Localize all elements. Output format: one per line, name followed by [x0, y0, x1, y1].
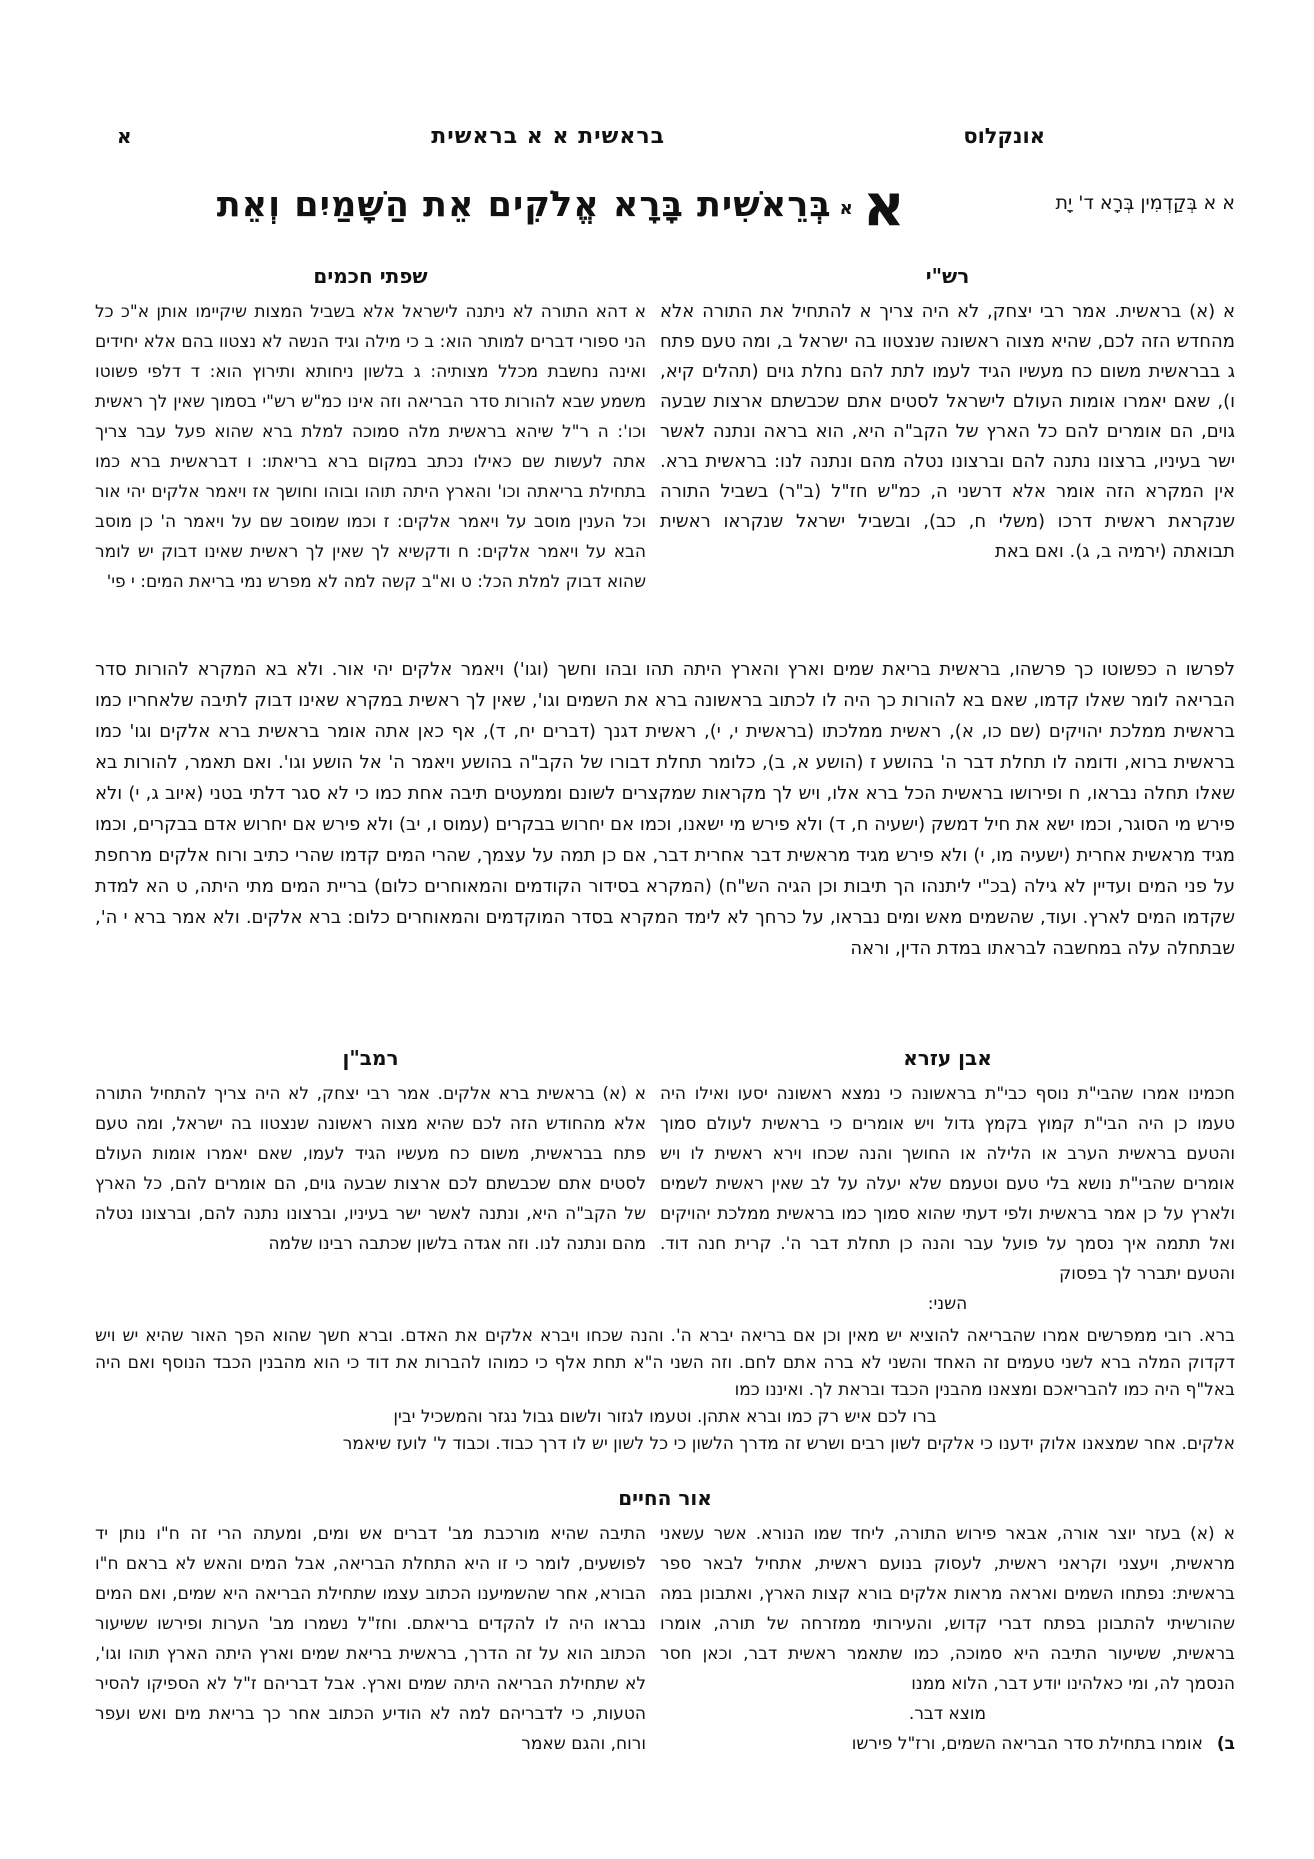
- siftei-chachamim-text: א דהא התורה לא ניתנה לישראל אלא בשביל המצות שיקיימו אותן א"כ כל הני ספורי דברים למותר הוא: ב כי מילה וגיד הנשה לא נצטוו בהם אלא יחידים ואינה נחשבת מכלל מצותיה: ג בלשון ניחותא ותירוץ הוא: ד דלפי פשוטו משמע שבא להורות סדר הבריאה וזה אינו כמ"ש רש"י בסמוך שאין לך ראשית וכו': ה ר"ל שיהא בראשית מלה סמוכה למלת ברא שהוא פעל עבר צריך אתה לעשות שם כאילו נכתב במקום ברא בריאתו: ו דבראשית ברא כמו בתחילת בריאתה וכו' והארץ היתה תוהו ובוהו וחושך אז ויאמר אלקים יהי אור וכל הענין מוסב על ויאמר אלקים: ז וכמו שמוסב שם על ויאמר ה' כן מוסב הבא על ויאמר אלקים: ח ודקשיא לך שאין לך ראשית שאינו דבוק יש לומר שהוא דבוק למלת הכל: ט וא"ב קשה למה לא מפרש נמי בריאת המים: י פי': [95, 302, 646, 592]
- verse-number-letter: א: [839, 198, 853, 219]
- ibn-ezra-text-last-line: השני:: [927, 1294, 968, 1314]
- verse-row: [95, 171, 1235, 250]
- rashi-siftei-section: [95, 264, 1235, 650]
- siftei-chachamim-column: [95, 264, 646, 650]
- ohr-hachaim-centered-line: מוצא דבר.: [908, 1704, 987, 1724]
- siftei-chachamim-title: שפתי חכמים: [313, 264, 428, 288]
- ramban-column: [95, 1046, 646, 1319]
- chapter-letter: א: [862, 171, 905, 239]
- onkelos-translation: א א בְּקַדְמִין בְּרָא ד' יָת: [1055, 192, 1235, 214]
- ohr-hachaim-title: אור החיים: [618, 1486, 712, 1510]
- ibn-ezra-elokim-paragraph: אלקים. אחר שמצאנו אלוק ידענו כי אלקים לשון רבים ושרש זה מדרך הלשון כי כל לשון יש לו דרך כבוד. וכבוד ל' לועז שיאמר: [342, 1434, 1235, 1454]
- ibn-ezra-continuation: [95, 1323, 1235, 1458]
- ohr-hachaim-section: [95, 1519, 1235, 1759]
- paragraph-marker: ב): [1216, 1734, 1235, 1754]
- ibn-ezra-text: חכמינו אמרו שהבי"ת נוסף כבי"ת בראשונה כי נמצא ראשונה יסעו ואילו היה טעמו כן היה הבי"ת קמוץ בקמץ גדול ויש אומרים כי בראשית לעולם סמוך והטעם בראשית הערב או הלילה או החושך והנה שכחו וירא ראשית לו ויש אומרים שהבי"ת נושא בלי טעם וטעמם שלא יעלה על לב שאין ראשית לשמים ולארץ על כן אמר בראשית ולפי דעתי שהוא סמוך כמו בראשית ממלכת יהויקים ואל תתמה איך נסמך על פועל עבר והנה כן תחלת דבר ה'. קרית חנה דוד. והטעם יתברר לך בפסוק: [660, 1084, 1235, 1284]
- rashi-title: רש"י: [925, 264, 970, 288]
- ibn-ezra-bara-paragraph: ברא. רובי ממפרשים אמרו שהבריאה להוציא יש מאין וכן אם בריאה יברא ה'. והנה שכחו ויברא אלקים את האדם. וברא חשך שהוא הפך האור שהיא יש ויש דקדוק המלה ברא לשני טעמים זה האחד והשני לא ברה אתם לחם. וזה השני ה"א תחת אלף כי כמוהו להברות את דוד כי הוא מהבנין הכבד הנוסף ואם היה באל"ף היה כמו להבריאכם ומצאנו מהבנין הכבד ובראת לך. ואיננו כמו: [95, 1326, 1235, 1400]
- page-title: בראשית א א בראשית: [431, 124, 665, 149]
- ohr-hachaim-second-paragraph: [660, 1729, 1235, 1759]
- ibn-ezra-centered-line: ברו לכם איש רק כמו וברא אתהן. וטעמו לגזור ולשום גבול נגזר והמשכיל יבין: [393, 1407, 937, 1427]
- onkelos-column-label: אונקלוס: [963, 124, 1045, 148]
- page-content: [95, 0, 1235, 1759]
- ibnezra-ramban-section: [95, 1046, 1235, 1319]
- ohr-hachaim-opening-paragraph: א (א) בעזר יוצר אורה, אבאר פירוש התורה, ליחד שמו הנורא. אשר עשאני מראשית, ויעצני וקראני ראשית, לעסוק בנועם ראשית, אתחיל לבאר ספר בראשית: נפתחו השמים ואראה מראות אלקים בורא קצות הארץ, ואתבונן במה שהורשיתי להתבונן בפתח דברי קדוש, והעירותי ממזרחה של תורה, אומרו בראשית, ששיעור התיבה היא סמוכה, כמו שתאמר ראשית דבר, וכאן חסר הנסמך לה, ומי כאלהינו יודע דבר, הלוא ממנו: [660, 1524, 1235, 1694]
- ohr-hachaim-left-column: [95, 1519, 646, 1759]
- page-number-letter: א: [117, 124, 132, 148]
- ramban-title: רמב"ן: [342, 1046, 399, 1070]
- ohr-hachaim-second-paragraph-text: אומרו בתחילת סדר הבריאה השמים, ורז"ל פירשו: [851, 1734, 1203, 1754]
- ibn-ezra-title: אבן עזרא: [903, 1046, 992, 1070]
- folio-header: [95, 124, 1235, 154]
- rashi-text: א (א) בראשית. אמר רבי יצחק, לא היה צריך א להתחיל את התורה אלא מהחדש הזה לכם, שהיא מצוה ראשונה שנצטוו בה ישראל ב, ומה טעם פתח ג בבראשית משום כח מעשיו הגיד לעמו לתת להם נחלת גוים (תהלים קיא, ו), שאם יאמרו אומות העולם לישראל לסטים אתם שכבשתם ארצות שבעה גוים, הם אומרים להם כל הארץ של הקב"ה היא, הוא בראה ונתנה לאשר ישר בעיניו, ברצונו נתנה להם וברצונו נטלה מהם ונתנה לנו: בראשית ברא. אין המקרא הזה אומר אלא דרשני ה, כמ"ש חז"ל (ב"ר) בשביל התורה שנקראת ראשית דרכו (משלי ח, כב), ובשביל ישראל שנקראו ראשית תבואתה (ירמיה ב, ג). ואם באת: [660, 301, 1235, 562]
- ohr-hachaim-right-column: [660, 1519, 1235, 1759]
- rashi-continuation-text: לפרשו ה כפשוטו כך פרשהו, בראשית בריאת שמים וארץ והארץ היתה תהו ובהו וחשך (וגו') ויאמר אלקים יהי אור. ולא בא המקרא להורות סדר הבריאה לומר שאלו קדמו, שאם בא להורות כך היה לו לכתוב בראשונה ברא את השמים וגו', שאין לך ראשית במקרא שאינו דבוק לתיבה שלאחריו כמו בראשית ממלכת יהויקים (שם כו, א), ראשית ממלכתו (בראשית י, י), ראשית דגנך (דברים יח, ד), אף כאן אתה אומר בראשית ברא אלקים וגו' כמו בראשית ברוא, ודומה לו תחלת דבר ה' בהושע ז (הושע א, ב), כלומר תחלת דבורו של הקב"ה בהושע ויאמר ה' אל הושע וגו'. ואם תאמר, להורות בא שאלו תחלה נבראו, ח ופירושו בראשית הכל ברא אלו, ויש לך מקראות שמקצרים לשונם וממעטים תיבה אחת כמו כי לא סגר דלתי בטני (איוב ג, י) ולא פירש מי הסוגר, וכמו ישא את חיל דמשק (ישעיה ח, ד) ולא פירש מי ישאנו, וכמו אם יחרוש בבקרים (עמוס ו, יב) ולא פירש אם יחרוש אדם בבקרים, וכמו מגיד מראשית אחרית (ישעיה מו, י) ולא פירש מגיד מראשית דבר אחרית דבר, אם כן תמה על עצמך, שהרי המים קדמו שהרי כתיב ורוח אלקים מרחפת על פני המים ועדיין לא גילה (בכ"י ליתנהו הך תיבות וכן הגיה הש"ח) (המקרא בסידור הקודמים והמאוחרים כלום) בריית המים מתי היתה, ט הא למדת שקדמו המים לארץ. ועוד, שהשמים מאש ומים נבראו, על כרחך לא לימד המקרא בסדר המוקדמים והמאוחרים כלום: ברא אלקים. ולא אמר ברא י ה', שבתחלה עלה במחשבה לבראתו במדת הדין, וראה: [95, 659, 1235, 959]
- ibn-ezra-column: [660, 1046, 1235, 1319]
- ohr-hachaim-left-text: התיבה שהיא מורכבת מב' דברים אש ומים, ומעתה הרי זה ח"ו נותן יד לפושעים, לומר כי זו היא התחלת הבריאה, אבל המים והאש לא בראם ח"ו הבורא, אחר שהשמיענו הכתוב עצמו שתחילת הבריאה היא שמים, ואם המים נבראו היה לו להקדים בריאתם. וחז"ל נשמרו מב' הערות ופירשו ששיעור הכתוב הוא על זה הדרך, בראשית בריאת שמים וארץ היתה הארץ תוהו וגו', לא שתחילת הבריאה היתה שמים וארץ. אבל דבריהם ז"ל לא הספיקו להסיר הטעות, כי לדבריהם למה לא הודיע הכתוב אחר כך בריאת מים ואש ועפר ורוח, והגם שאמר: [95, 1524, 646, 1754]
- torah-verse-text: בְּרֵאשִׁית בָּרָא אֱלֹקִים אֵת הַשָּׁמַיִם וְאֵת: [216, 185, 832, 225]
- ramban-text: א (א) בראשית ברא אלקים. אמר רבי יצחק, לא היה צריך להתחיל התורה אלא מהחודש הזה לכם שהיא מצוה ראשונה שנצטוו בה ישראל, ומה טעם פתח בבראשית, משום כח מעשיו הגיד לעמו, שאם יאמרו אומות העולם לסטים אתם שכבשתם לכם ארצות שבעה גוים, הם אומרים להם, כל הארץ של הקב"ה היא, ונתנה לאשר ישר בעיניו, וברצונו נתנה להם, וברצונו נטלה מהם ונתנה לנו. וזה אגדה בלשון שכתבה רבינו שלמה: [95, 1084, 646, 1254]
- rashi-column: [660, 264, 1235, 650]
